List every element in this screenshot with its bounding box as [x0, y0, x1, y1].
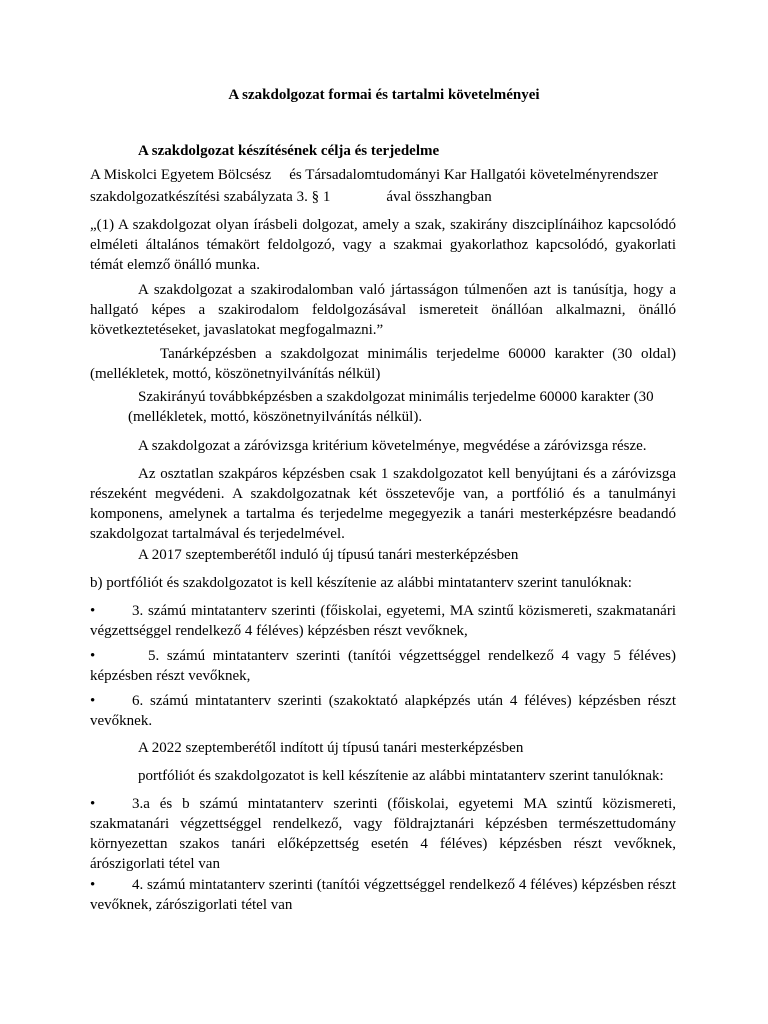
intro-line1-b: és Társadalomtudományi Kar Hallgatói követelményrendszer — [289, 167, 659, 183]
specialized-line-2: (mellékletek, mottó, köszönetnyilvánítás nélkül). — [128, 409, 423, 425]
bullet-icon: • — [90, 877, 96, 893]
list-item-text: 5. számú mintatanterv szerinti (tanítói végzettséggel rendelkező 4 vagy 5 féléves) képzésben részt vevőknek, — [90, 648, 676, 684]
list-item-2022-2 — [90, 875, 676, 915]
paired-training-paragraph: Az osztatlan szakpáros képzésben csak 1 szakdolgozatot kell benyújtani és a záróvizsga részeként megvédeni. A szakdolgozatnak két összetevője van, a portfólió és a tanulmányi komponens, amelynek a tartalma és terjedelme megegyezik a tanári mesterképzésre beadandó szakdolgozat tartalmával és terjedelmével. — [90, 466, 676, 542]
list-item-text: 3.a és b számú mintatanterv szerinti (főiskolai, egyetemi MA szintű közismereti, szakmatanári végzettséggel rendelkező, vagy földrajztanári képzésben természettudomány környezettan szakos tanári előképzettség esetén 4 féléves) képzésben részt vevőknek, árószigorlati tétel van — [90, 796, 676, 872]
list-item-2017-2 — [90, 646, 676, 686]
teacher-min-length: Tanárképzésben a szakdolgozat minimális terjedelme 60000 karakter (30 oldal) (mellékletek, mottó, köszönetnyilvánítás nélkül) — [90, 346, 676, 382]
list-item-text: 6. számú mintatanterv szerinti (szakoktató alapképzés után 4 féléves) képzésben részt vevőknek. — [90, 693, 676, 729]
document-title: A szakdolgozat formai és tartalmi követelményei — [228, 87, 540, 103]
section-2022-heading: A 2022 szeptemberétől indított új típusú tanári mesterképzésben — [138, 740, 524, 756]
section-2017-intro: b) portfóliót és szakdolgozatot is kell készítenie az alábbi mintatanterv szerint tanulóknak: — [90, 575, 632, 591]
quote-paragraph-1: „(1) A szakdolgozat olyan írásbeli dolgozat, amely a szak, szakirány diszciplínáihoz kapcsolódó elméleti általános témakört feldolgozó, vagy a szakmai gyakorlathoz kapcsolódó, gyakorlati témát elemző önálló munka. — [90, 217, 676, 273]
intro-paragraph — [90, 164, 676, 208]
quote-paragraph-2: A szakdolgozat a szakirodalomban való jártasságon túlmenően azt is tanúsítja, hogy a hallgató képes a szakirodalom feldolgozásával ismereteit önállóan alkalmazni, önálló következtetéseket, javaslatokat megfogalmazni.” — [90, 282, 676, 338]
intro-line2-a: szakdolgozatkészítési szabályzata 3. § 1 — [90, 189, 331, 205]
list-item-text: 4. számú mintatanterv szerinti (tanítói végzettséggel rendelkező 4 féléves) képzésben részt vevőknek, zárószigorlati tétel van — [90, 877, 676, 913]
specialized-line-1: Szakirányú továbbképzésben a szakdolgozat minimális terjedelme 60000 karakter (30 — [138, 389, 654, 405]
intro-line2-b: ával összhangban — [386, 189, 492, 205]
section-2017-heading: A 2017 szeptemberétől induló új típusú tanári mesterképzésben — [138, 547, 519, 563]
intro-line1-a: A Miskolci Egyetem Bölcsész — [90, 167, 272, 183]
bullet-icon: • — [90, 693, 96, 709]
specialized-min-length — [90, 387, 676, 427]
list-item-2022-1 — [90, 794, 676, 874]
exam-requirement: A szakdolgozat a záróvizsga kritérium követelménye, megvédése a záróvizsga része. — [138, 438, 647, 454]
bullet-icon: • — [90, 796, 96, 812]
list-item-2017-1 — [90, 601, 676, 641]
list-item-text: 3. számú mintatanterv szerinti (főiskolai, egyetemi, MA szintű közismereti, szakmatanári végzettséggel rendelkező 4 féléves) képzésben részt vevőknek, — [90, 603, 676, 639]
bullet-icon: • — [90, 648, 96, 664]
section-heading: A szakdolgozat készítésének célja és terjedelme — [138, 143, 440, 159]
section-2022-intro: portfóliót és szakdolgozatot is kell készítenie az alábbi mintatanterv szerint tanulóknak: — [138, 768, 664, 784]
bullet-icon: • — [90, 603, 96, 619]
list-item-2017-3 — [90, 691, 676, 731]
